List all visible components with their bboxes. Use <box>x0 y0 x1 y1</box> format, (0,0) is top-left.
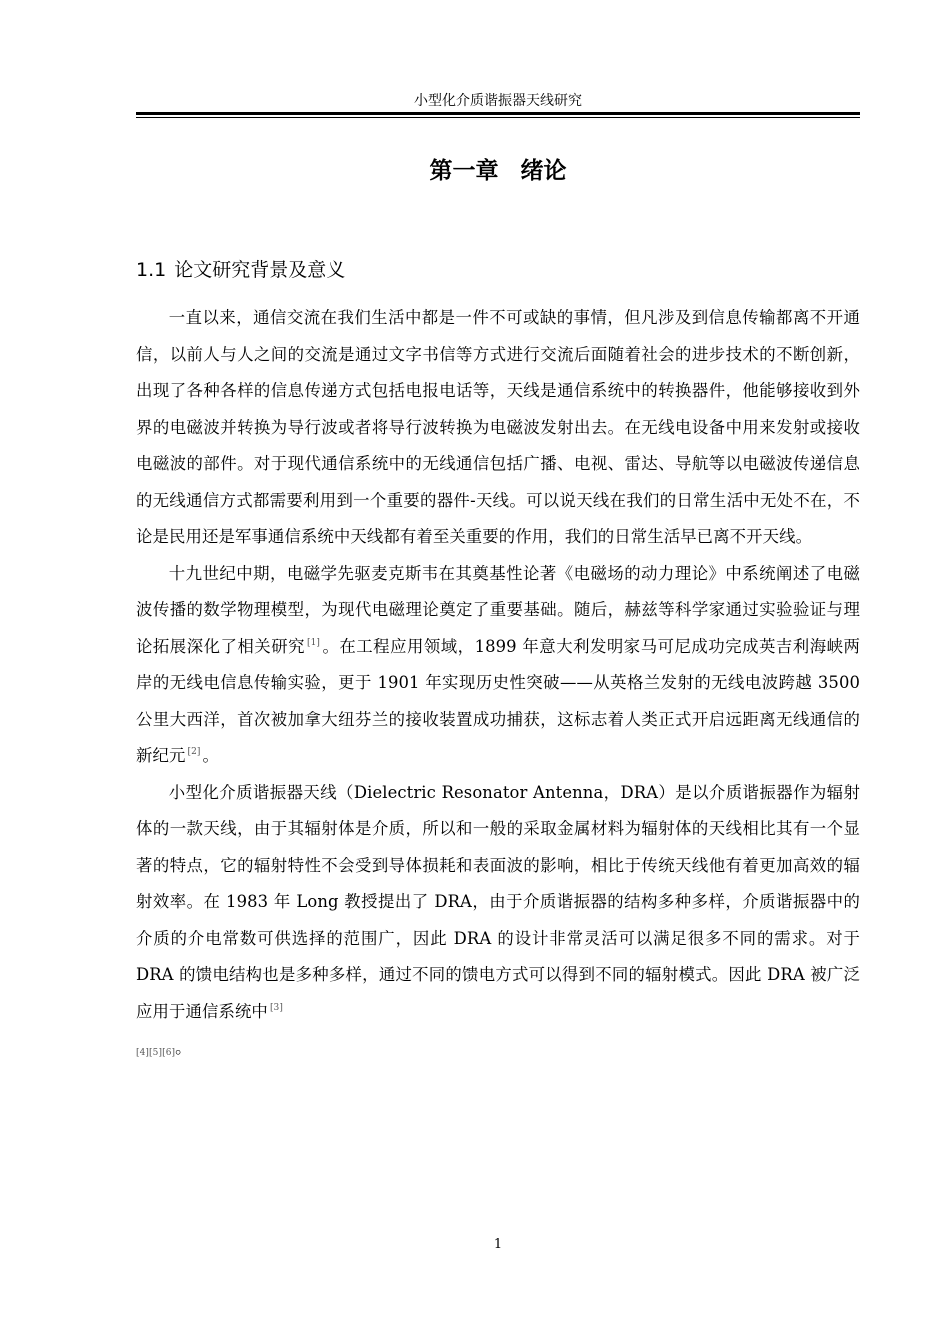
chapter-name: 绪论 <box>520 158 567 184</box>
citation-1: [1] <box>307 637 321 648</box>
page-number: 1 <box>493 1237 503 1252</box>
chapter-number: 第一章 <box>429 158 499 184</box>
citation-4-6: [4][5][6] <box>136 1048 176 1058</box>
section-heading <box>136 256 345 284</box>
citation-2: [2] <box>187 747 201 757</box>
paragraph-1: 一直以来，通信交流在我们生活中都是一件不可或缺的事情，但凡涉及到信息传输都离不开通信，以前人与人之间的交流是通过文字书信等方式进行交流后面随着社会的进步技术的不断创新，出现了各种各样的信息传递方式包括电报电话等，天线是通信系统中的转换器件，他能够接收到外界的电磁波并转换为导行波或者将导行波转换为电磁波发射出去。在无线电设备中用来发射或接收电磁波的部件。对于现代通信系统中的无线通信包括广播、电视、雷达、导航等以电磁波传递信息的无线通信方式都需要利用到一个重要的器件-天线。可以说天线在我们的日常生活中无处不在，不论是民用还是军事通信系统中天线都有着至关重要的作用，我们的日常生活早已离不开天线。 <box>136 308 860 546</box>
paragraph-2: 十九世纪中期，电磁学先驱麦克斯韦在其奠基性论著《电磁场的动力理论》中系统阐述了电磁波传播的数学物理模型，为现代电磁理论奠定了重要基础。随后，赫兹等科学家通过实验验证与理论拓展深化了相关研究 [1] 。在工程应用领域，1899 年意大利发明家马可尼成功完成英吉利海峡两岸的无线电信息传输实验，更于 1901 年实现历史性突破——从英格兰发射的无线电波跨越 3500 公里大西洋，首次被加拿大纽芬兰的接收装置成功捕获，这标志着人类正式开启远距离无线通信的新纪元 [2] 。 <box>136 563 860 765</box>
header-rule-thick <box>136 112 860 115</box>
body-text <box>136 300 860 1067</box>
chapter-title <box>136 154 860 188</box>
section-name: 论文研究背景及意义 <box>174 259 346 281</box>
citation-3: [3] <box>269 1002 283 1013</box>
header-rule-thin <box>136 117 860 118</box>
section-number: 1.1 <box>136 259 167 281</box>
paragraph-3: 小型化介质谐振器天线（Dielectric Resonator Antenna，DRA）是以介质谐振器作为辐射体的一款天线，由于其辐射体是介质，所以和一般的采取金属材料为辐射体的天线相比其有一个显著的特点，它的辐射特性不会受到导体损耗和表面波的影响，相比于传统天线他有着更加高效的辐射效率。在 1983 年 Long 教授提出了 DRA，由于介质谐振器的结构多种多样，介质谐振器中的介质的介电常数可供选择的范围广，因此 DRA 的设计非常灵活可以满足很多不同的需求。对于 DRA 的馈电结构也是多种多样，通过不同的馈电方式可以得到不同的辐射模式。因此 DRA 被广泛应用于通信系统中 [3] $_{[4][5][6]}$。 <box>136 782 860 1058</box>
running-header: 小型化介质谐振器天线研究 <box>414 93 582 109</box>
